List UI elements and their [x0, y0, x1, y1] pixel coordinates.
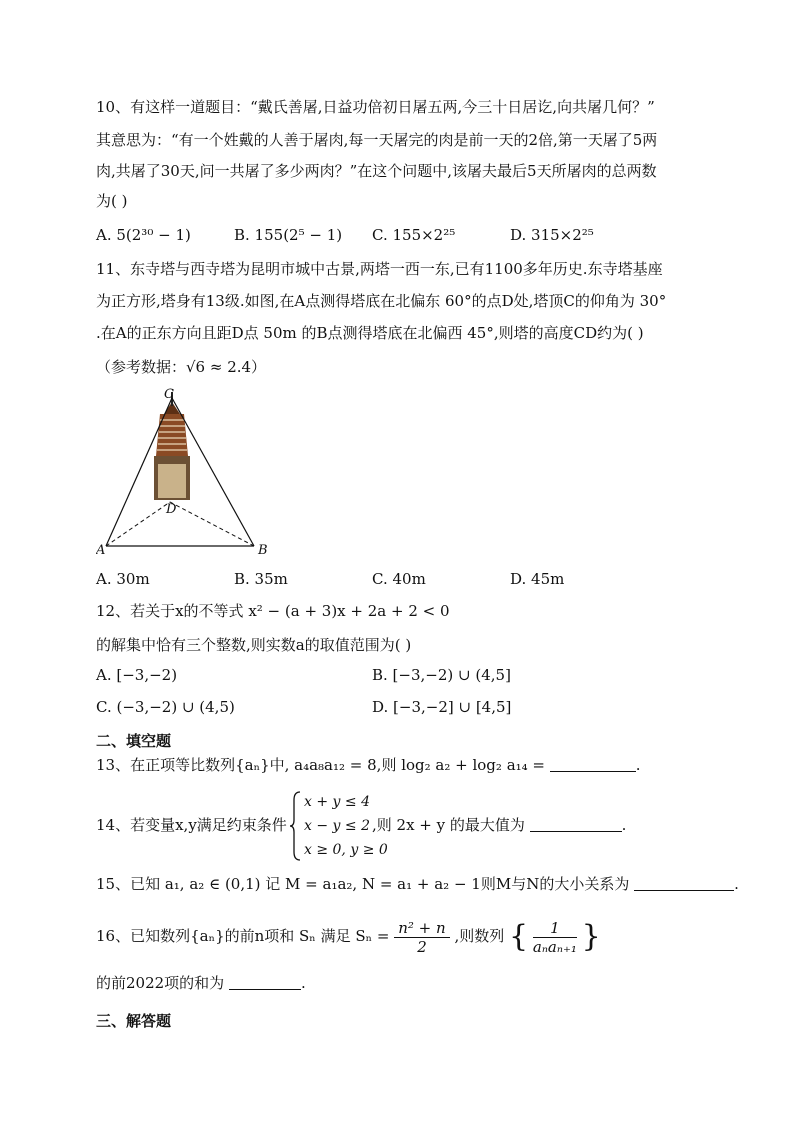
q16-prefix: 16、已知数列{aₙ}的前n项和 Sₙ 满足 Sₙ =: [96, 927, 390, 945]
label-b: B: [258, 543, 268, 558]
q16-fraction2: [533, 919, 577, 956]
q14-answer-blank[interactable]: [530, 815, 622, 832]
q13-text: 13、在正项等比数列{aₙ}中, a₄a₈a₁₂ = 8,则 log₂ a₂ + log₂ a₁₄ =: [96, 756, 545, 774]
q11-option-a: A. 30m: [96, 570, 150, 588]
q11-option-c: C. 40m: [372, 570, 426, 588]
q16-fraction2-denominator: aₙaₙ₊₁: [532, 937, 577, 956]
q16-line2-text: 的前2022项的和为: [96, 974, 225, 992]
q10-option-a: A. 5(2³⁰ − 1): [96, 226, 191, 244]
q10-option-d: D. 315×2²⁵: [510, 226, 594, 244]
q10-line4: 为( ): [96, 192, 128, 210]
q10-line1: 10、有这样一道题目：“戴氏善屠,日益功倍初日屠五两,今三十日居讫,向共屠几何？”: [96, 98, 655, 116]
q16-line1: 16、已知数列{aₙ}的前n项和 Sₙ 满足 Sₙ = $\frac{\text{n² + n}}{2}$ ,则数列 { $\frac{1}{\text{aₙaₙ₊₁}}$ }: [96, 918, 601, 956]
label-d: D: [166, 502, 177, 517]
q16-answer-blank[interactable]: [229, 973, 301, 990]
q13-line: 13、在正项等比数列{aₙ}中, a₄a₈a₁₂ = 8,则 log₂ a₂ + log₂ a₁₄ = .: [96, 756, 641, 774]
q11-line2: 为正方形,塔身有13级.如图,在A点测得塔底在北偏东 60°的点D处,塔顶C的仰角为 30°: [96, 292, 667, 310]
q14-constraint-2: x − y ≤ 2: [304, 818, 370, 834]
section-solutions-heading: 三、解答题: [96, 1012, 172, 1030]
q16-fraction: [394, 919, 449, 956]
q11-option-d: D. 45m: [510, 570, 565, 588]
q14-suffix: ,则 2x + y 的最大值为: [372, 816, 525, 834]
q12-option-a: A. [−3,−2): [96, 666, 178, 684]
q10-line3: 肉,共屠了30天,问一共屠了多少两肉？”在这个问题中,该屠夫最后5天所屠肉的总两数: [96, 162, 657, 180]
q11-line4: （参考数据：√6 ≈ 2.4）: [96, 358, 267, 376]
q10-line2: 其意思为：“有一个姓戴的人善于屠肉,每一天屠完的肉是前一天的2倍,第一天屠了5两: [96, 131, 658, 149]
q10-option-c: C. 155×2²⁵: [372, 226, 456, 244]
q10-option-b: B. 155(2⁵ − 1): [234, 226, 343, 244]
q11-line1: 11、东寺塔与西寺塔为昆明市城中古景,两塔一西一东,已有1100多年历史.东寺塔基座: [96, 260, 663, 278]
q13-answer-blank[interactable]: [550, 755, 636, 772]
q15-line: 15、已知 a₁, a₂ ∈ (0,1) 记 M = a₁a₂, N = a₁ + a₂ − 1则M与N的大小关系为 .: [96, 875, 739, 893]
pagoda-illustration: [154, 392, 190, 500]
q16-fraction2-numerator: 1: [533, 919, 577, 938]
q11-option-b: B. 35m: [234, 570, 288, 588]
q12-line2: 的解集中恰有三个整数,则实数a的取值范围为( ): [96, 636, 412, 654]
label-a: A: [96, 543, 106, 558]
q14-prefix: 14、若变量x,y满足约束条件: [96, 816, 287, 834]
q14-suffix-line: ,则 2x + y 的最大值为 .: [372, 816, 627, 834]
q16-line2: 的前2022项的和为 .: [96, 974, 306, 992]
q14-constraint-3: x ≥ 0, y ≥ 0: [304, 842, 388, 858]
q11-line3: .在A的正东方向且距D点 50m 的B点测得塔底在北偏西 45°,则塔的高度CD约为( ): [96, 324, 644, 342]
q14-constraint-1: x + y ≤ 4: [304, 794, 370, 810]
q16-fraction-denominator: 2: [417, 937, 427, 956]
q16-fraction-numerator: n² + n: [394, 919, 449, 938]
q12-option-d: D. [−3,−2] ∪ [4,5]: [372, 698, 512, 716]
label-c: C: [164, 387, 174, 402]
section-fill-in-heading: 二、填空题: [96, 732, 172, 750]
q15-text: 15、已知 a₁, a₂ ∈ (0,1) 记 M = a₁a₂, N = a₁ + a₂ − 1则M与N的大小关系为: [96, 875, 630, 893]
q12-line1: 12、若关于x的不等式 x² − (a + 3)x + 2a + 2 < 0: [96, 602, 450, 620]
q16-middle: ,则数列: [454, 927, 505, 945]
q12-option-c: C. (−3,−2) ∪ (4,5): [96, 698, 235, 716]
q14-brace: [290, 790, 302, 862]
q15-answer-blank[interactable]: [634, 874, 734, 891]
q12-option-b: B. [−3,−2) ∪ (4,5]: [372, 666, 511, 684]
pagoda-figure: [96, 386, 276, 561]
